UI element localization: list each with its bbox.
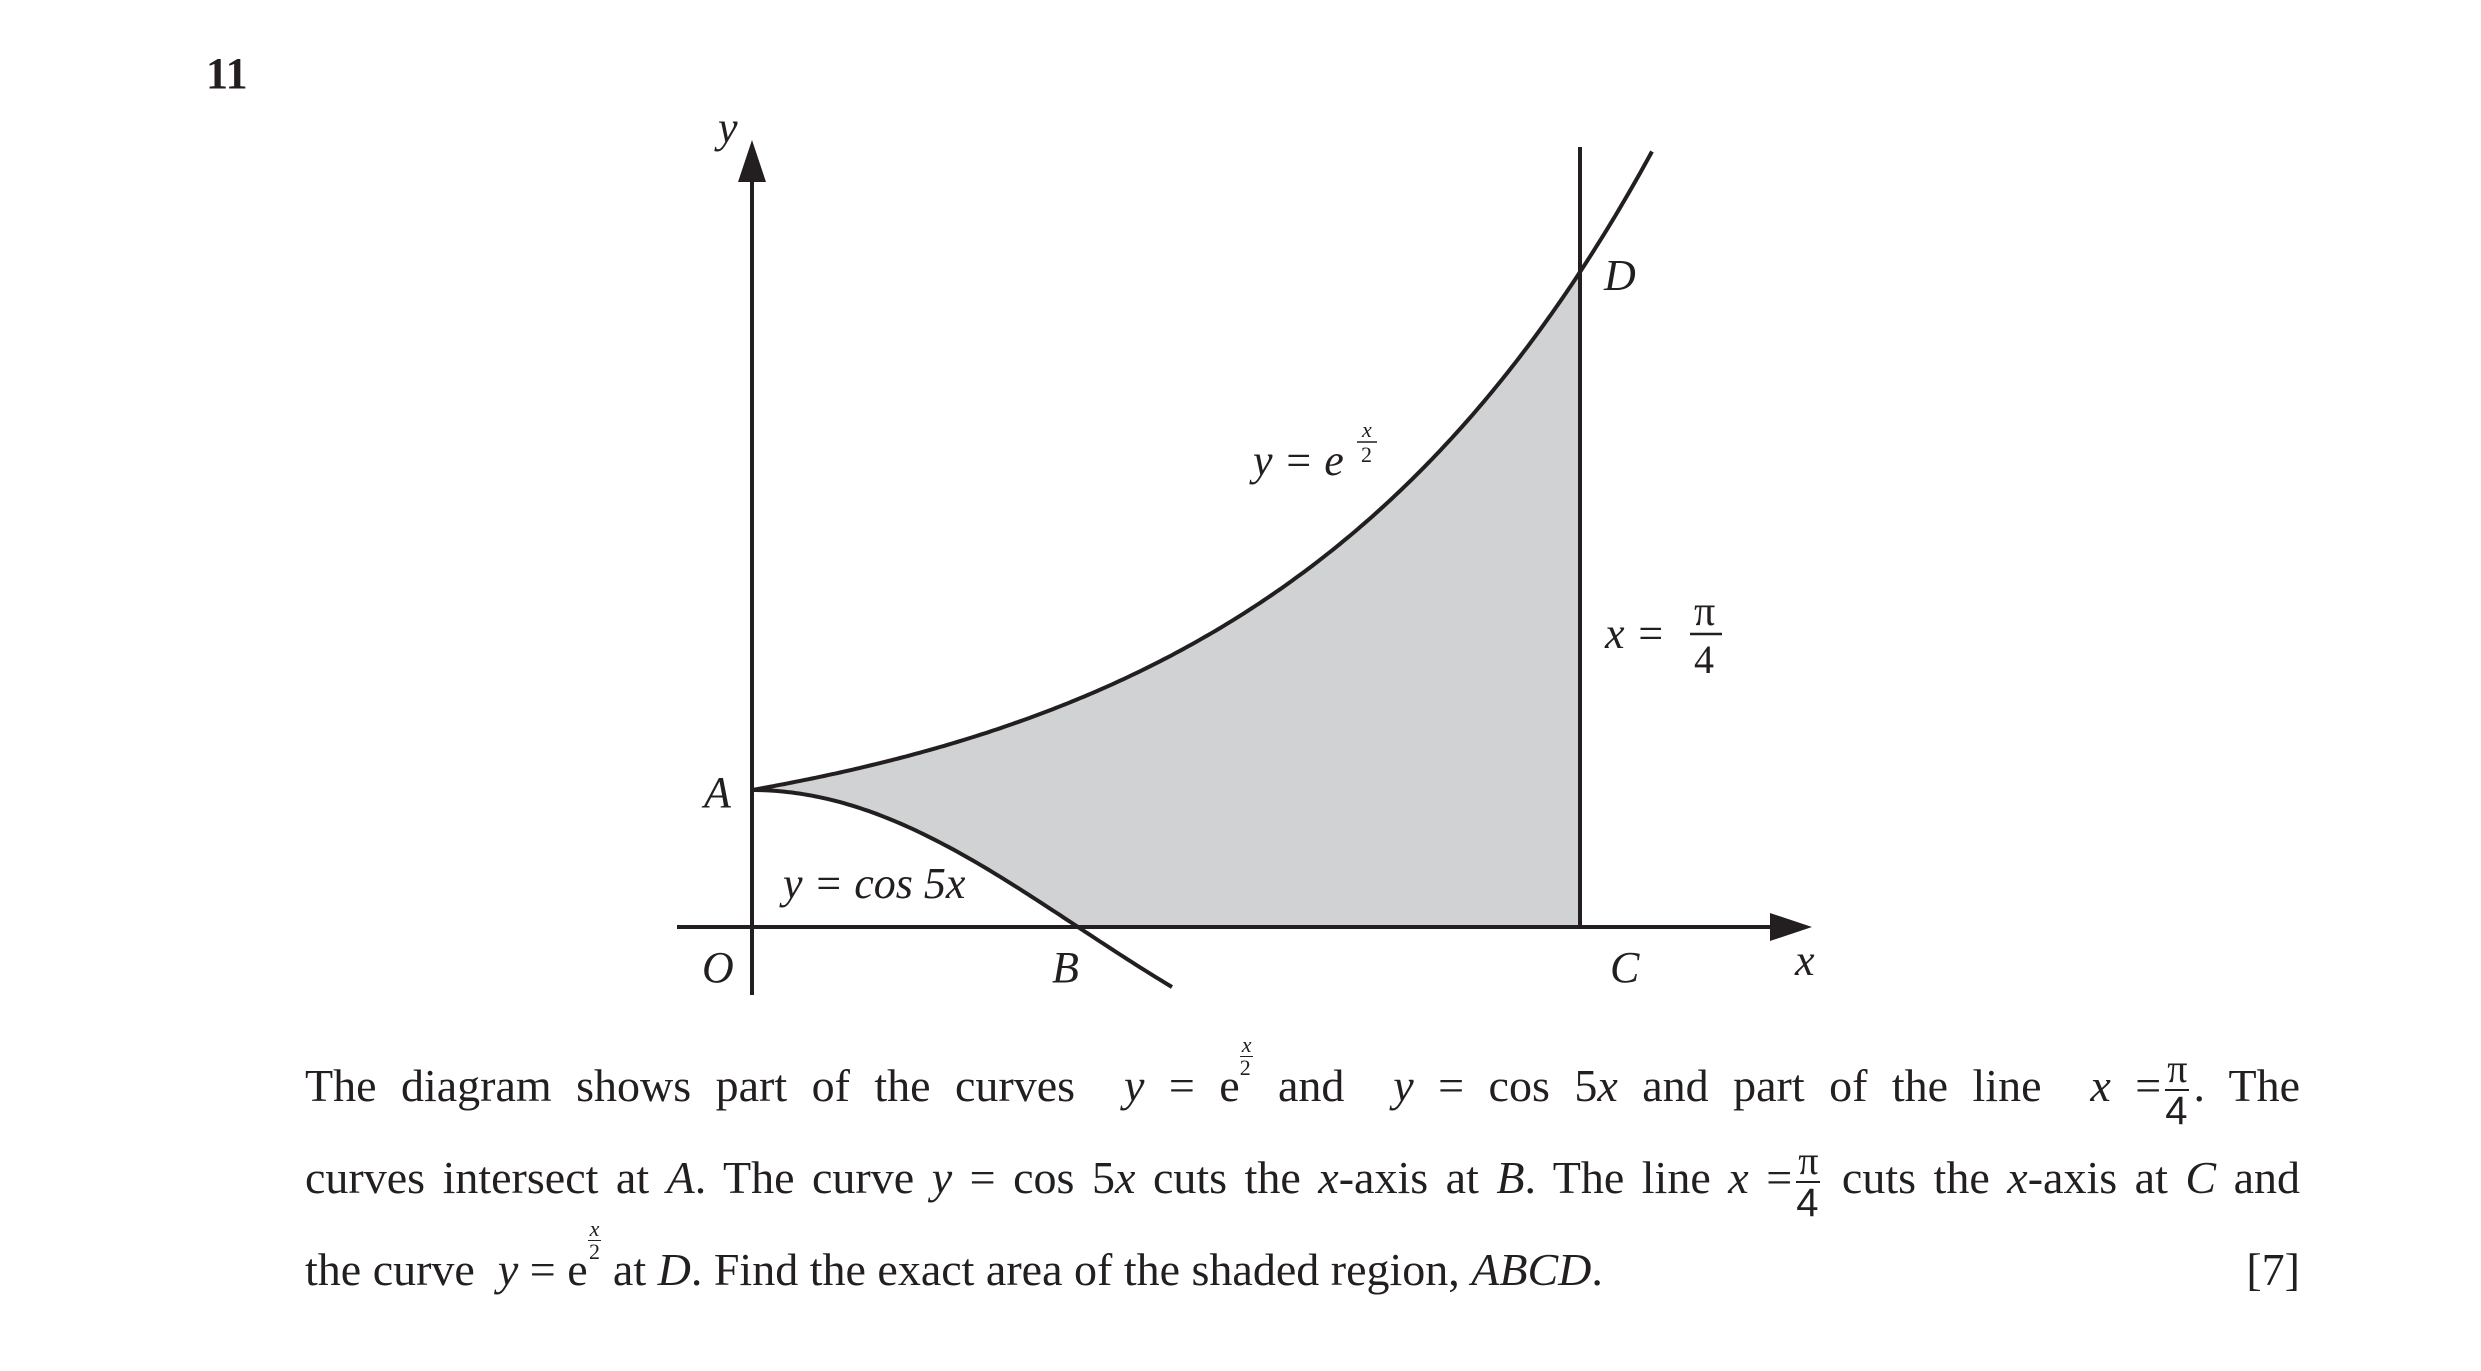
stem-text: cuts the	[1152, 1152, 1301, 1203]
stem-text: and	[1277, 1060, 1345, 1111]
label-curve-exp-power-den: 2	[1361, 442, 1372, 467]
power-x-over-2: $\frac{x}{2}$	[1239, 1032, 1252, 1080]
point-d-label: D	[1604, 251, 1636, 300]
fraction-pi-over-4: $\frac{\pi}{4}$	[1796, 1138, 1819, 1226]
stem-text: curves intersect at	[305, 1152, 650, 1203]
stem-text: and	[2233, 1152, 2301, 1203]
stem-text: the curve	[305, 1244, 475, 1295]
stem-text: cuts the	[1841, 1152, 1990, 1203]
y-axis-label: y	[718, 103, 738, 152]
stem-text: The diagram shows part of the curves	[305, 1060, 1076, 1111]
fraction-pi-over-4: $\frac{\pi}{4}$	[2165, 1046, 2188, 1134]
stem-text: and part of the line	[1642, 1060, 2042, 1111]
power-x-over-2: $\frac{x}{2}$	[589, 1216, 601, 1264]
y-axis-arrow	[738, 140, 766, 182]
point-b-label: B	[1052, 943, 1079, 992]
stem-text: -axis at	[1338, 1152, 1479, 1203]
label-curve-exp	[1249, 417, 1377, 485]
stem-text: . The line	[1524, 1152, 1711, 1203]
label-line-x-num: π	[1694, 589, 1716, 635]
marks: [7]	[2246, 1244, 2300, 1295]
point-c-label: C	[1610, 943, 1640, 992]
question-stem	[305, 1032, 2301, 1316]
label-line-x-lhs: x =	[1605, 609, 1666, 658]
label-curve-exp-base: y = e	[1253, 436, 1344, 485]
stem-text: -axis at	[2027, 1152, 2168, 1203]
stem-line-3: the curve y = e $\frac{x}{2}$ at D. Find the exact area of the shaded region, ABCD. [7]	[305, 1224, 2300, 1316]
stem-text: . The	[2193, 1060, 2301, 1111]
shaded-region-abcd	[752, 272, 1580, 927]
stem-line-1: The diagram shows part of the curves y = e $\frac{x}{2}$ and y = cos 5x and part of the line x = $\frac{\pi}{4}$ . The	[305, 1032, 2301, 1134]
question-number: 11	[206, 49, 248, 98]
point-o-label: O	[702, 943, 734, 992]
x-axis-label: x	[1795, 936, 1815, 985]
stem-text: . The curve	[694, 1152, 915, 1203]
stem-text: .	[1591, 1244, 1603, 1295]
point-a-label: A	[704, 768, 731, 817]
label-line-x-den: 4	[1694, 637, 1714, 682]
stem-text: at	[612, 1244, 647, 1295]
stem-text: . Find the exact area of the shaded region,	[690, 1244, 1460, 1295]
label-curve-cos: y = cos 5x	[783, 859, 966, 908]
label-line-x	[1604, 589, 1722, 682]
label-curve-exp-power-num: x	[1362, 417, 1372, 442]
stem-line-2: curves intersect at A. The curve y = cos 5x cuts the x-axis at B. The line x = $\frac{\pi}{4}$ cuts the x-axis at C and	[305, 1138, 2301, 1226]
